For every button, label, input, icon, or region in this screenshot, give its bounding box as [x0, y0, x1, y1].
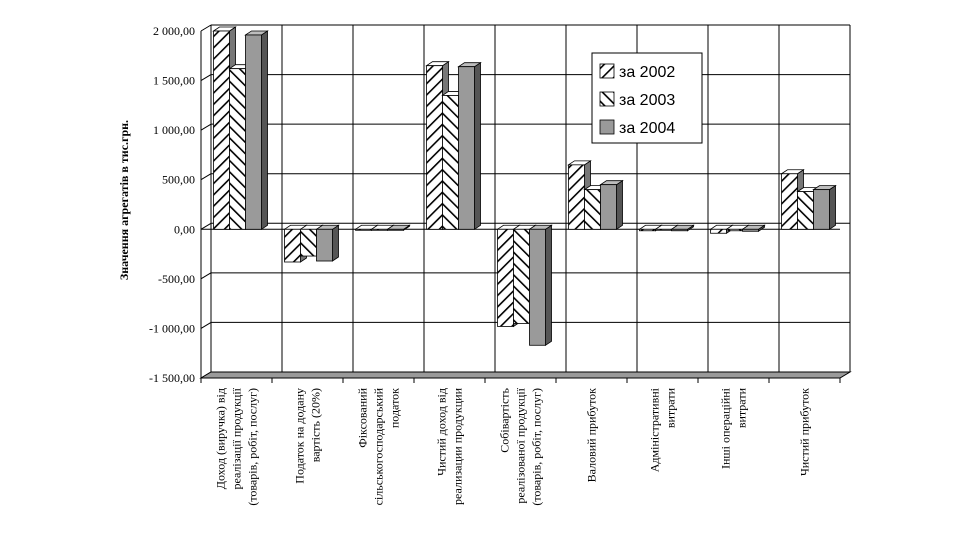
y-tick-label: 1 000,00: [153, 123, 195, 138]
bar-front: [443, 95, 459, 229]
bar-front: [743, 229, 759, 231]
x-tick-label-line: податок: [387, 388, 402, 429]
x-tick-label: [293, 388, 323, 484]
bar-side: [830, 186, 836, 230]
x-tick-label: [498, 387, 544, 505]
legend-swatch: [600, 120, 614, 134]
bar-за-2004-0: [246, 31, 268, 229]
x-tick-label-line: (товарів, робіт, послуг): [245, 388, 260, 506]
bar-front: [301, 229, 317, 256]
x-tick-label-line: вартість (20%): [308, 388, 323, 463]
bar-front: [498, 229, 514, 326]
x-tick-label-line: Адміністративні: [647, 388, 662, 473]
bar-front: [585, 190, 601, 230]
x-tick-label: [719, 387, 749, 469]
bar-front: [214, 31, 230, 229]
x-tick-label-line: Фіксований: [355, 388, 370, 448]
legend-label: за 2003: [619, 92, 676, 109]
bar-front: [388, 229, 404, 230]
bar-side: [262, 31, 268, 229]
y-tick-label: -1 000,00: [149, 321, 195, 336]
bar-front: [514, 229, 530, 323]
gridline-side: [201, 75, 211, 81]
gridline-side: [201, 223, 211, 229]
x-tick-label-line: Валовий прибуток: [584, 388, 599, 483]
bar-front: [230, 69, 246, 230]
x-tick-labels: [214, 387, 812, 505]
grid-lines: [201, 25, 850, 378]
y-axis-label: Значення агрегатів в тис.грн.: [117, 119, 131, 281]
x-tick-label-line: Доход (виручка) від: [213, 388, 228, 490]
bar-за-2004-4: [530, 225, 552, 345]
legend-swatch: [600, 92, 614, 106]
gridline-side: [201, 322, 211, 328]
bar-front: [798, 192, 814, 230]
bar-front: [317, 229, 333, 261]
gridline-side: [201, 25, 211, 31]
legend: [592, 53, 702, 143]
bar-за-2004-5: [601, 181, 623, 230]
x-tick-label-line: витрати: [663, 388, 678, 429]
bar-side: [475, 63, 481, 230]
bar-front: [285, 229, 301, 262]
axes: [201, 25, 850, 383]
bar-front: [601, 185, 617, 230]
x-tick-label: [356, 387, 402, 505]
x-tick-label-line: сільськогосподарський: [371, 388, 386, 506]
bar-front: [782, 174, 798, 230]
x-tick-label: [798, 388, 812, 476]
bar-front: [672, 229, 688, 230]
bar-front: [711, 229, 727, 233]
bar-front: [530, 229, 546, 345]
gridline-side: [201, 273, 211, 279]
bar-front: [656, 229, 672, 230]
x-tick-label: [585, 388, 599, 483]
bar-front: [640, 229, 656, 230]
x-tick-label: [648, 387, 678, 472]
bar-front: [727, 229, 743, 230]
gridline-side: [201, 174, 211, 180]
chart-floor: [201, 372, 850, 378]
legend-label: за 2002: [619, 64, 676, 81]
y-tick-label: -500,00: [158, 271, 195, 286]
bar-front: [356, 229, 372, 230]
x-tick-label-line: Податок на додану: [292, 388, 307, 484]
bar-front: [459, 67, 475, 230]
x-tick-label-line: витрати: [734, 388, 749, 429]
x-tick-label-line: Собівартість: [497, 388, 512, 453]
bar-front: [569, 165, 585, 229]
y-tick-label: 0,00: [174, 222, 195, 237]
bar-front: [246, 35, 262, 229]
y-tick-label: 2 000,00: [153, 24, 195, 38]
y-tick-labels: [149, 24, 195, 385]
x-tick-label-line: Інші операційні: [718, 388, 733, 469]
gridline-side: [201, 124, 211, 130]
x-tick-label-line: реалізованої продукції: [513, 388, 528, 504]
x-tick-label-line: реализации продукции: [450, 388, 465, 505]
x-tick-label-line: (товарів, робіт, послуг): [529, 388, 544, 506]
bar-front: [372, 229, 388, 230]
legend-swatch: [600, 64, 614, 78]
bar-front: [814, 190, 830, 230]
legend-label: за 2004: [619, 120, 676, 137]
bar-side: [546, 225, 552, 345]
x-tick-label-line: Чистий доход від: [434, 388, 449, 476]
bar-side: [333, 225, 339, 261]
bar-за-2004-8: [814, 186, 836, 230]
x-tick-label-line: Чистий прибуток: [797, 388, 812, 477]
bar-за-2004-3: [459, 63, 481, 230]
bar-front: [427, 66, 443, 230]
x-tick-label: [214, 387, 260, 505]
bar-side: [617, 181, 623, 230]
y-tick-label: -1 500,00: [149, 371, 195, 385]
y-tick-label: 500,00: [162, 172, 195, 187]
x-tick-label-line: реалізації продукції: [229, 388, 244, 490]
bar-за-2004-1: [317, 225, 339, 261]
x-tick-label: [435, 387, 465, 505]
y-tick-label: 1 500,00: [153, 73, 195, 88]
